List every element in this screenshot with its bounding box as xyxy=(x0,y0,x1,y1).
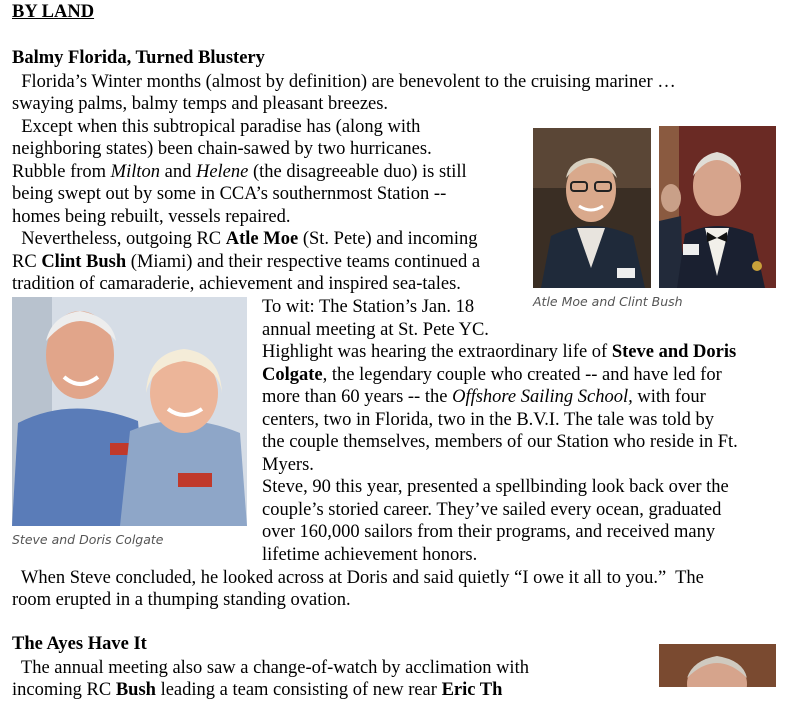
photo-atle-moe xyxy=(533,128,651,288)
photo-partial-bottom xyxy=(659,644,776,687)
person-photo-icon xyxy=(533,128,651,288)
body-line: RC Clint Bush (Miami) and their respective teams continued a xyxy=(12,252,481,272)
body-line: the couple themselves, members of our Station who reside in Ft. xyxy=(262,432,738,452)
body-line: homes being rebuilt, vessels repaired. xyxy=(12,207,291,227)
body-line: Except when this subtropical paradise has (along with xyxy=(12,117,421,137)
body-line: Steve, 90 this year, presented a spellbinding look back over the xyxy=(262,477,729,497)
photo-caption: Steve and Doris Colgate xyxy=(12,532,164,547)
body-line: couple’s storied career. They’ve sailed every ocean, graduated xyxy=(262,500,722,520)
body-line: Colgate, the legendary couple who created -- and have led for xyxy=(262,365,722,385)
body-line: Myers. xyxy=(262,455,314,475)
photo-caption: Atle Moe and Clint Bush xyxy=(533,294,683,309)
section-title: BY LAND xyxy=(12,2,95,22)
body-line: Nevertheless, outgoing RC Atle Moe (St. Pete) and incoming xyxy=(12,229,478,249)
body-line: over 160,000 sailors from their programs, and received many xyxy=(262,522,716,542)
body-line: being swept out by some in CCA’s southernmost Station -- xyxy=(12,184,447,204)
body-line: swaying palms, balmy temps and pleasant breezes. xyxy=(12,94,389,114)
photo-clint-bush xyxy=(659,126,776,288)
body-line: centers, two in Florida, two in the B.V.I. The tale was told by xyxy=(262,410,714,430)
body-line: more than 60 years -- the Offshore Sailing School, with four xyxy=(262,387,706,407)
photo-colgates xyxy=(12,297,247,526)
person-photo-icon xyxy=(659,126,776,288)
body-line: neighboring states) been chain-sawed by two hurricanes. xyxy=(12,139,432,159)
body-line: The annual meeting also saw a change-of-watch by acclimation with xyxy=(12,658,529,678)
body-line: room erupted in a thumping standing ovation. xyxy=(12,590,351,610)
body-line: To wit: The Station’s Jan. 18 xyxy=(262,297,475,317)
article-heading: Balmy Florida, Turned Blustery xyxy=(12,48,265,68)
body-line: Rubble from Milton and Helene (the disagreeable duo) is still xyxy=(12,162,467,182)
body-line: annual meeting at St. Pete YC. xyxy=(262,320,489,340)
person-photo-icon xyxy=(659,644,776,687)
body-line: When Steve concluded, he looked across at Doris and said quietly “I owe it all to you.” The xyxy=(12,568,704,588)
body-line: tradition of camaraderie, achievement and inspired sea-tales. xyxy=(12,274,461,294)
body-line: incoming RC Bush leading a team consisting of new rear Eric Th xyxy=(12,680,503,700)
body-line: Highlight was hearing the extraordinary life of Steve and Doris xyxy=(262,342,737,362)
article-heading: The Ayes Have It xyxy=(12,634,147,654)
body-line: Florida’s Winter months (almost by definition) are benevolent to the cruising mariner … xyxy=(12,72,676,92)
person-photo-icon xyxy=(12,297,247,526)
body-line: lifetime achievement honors. xyxy=(262,545,478,565)
